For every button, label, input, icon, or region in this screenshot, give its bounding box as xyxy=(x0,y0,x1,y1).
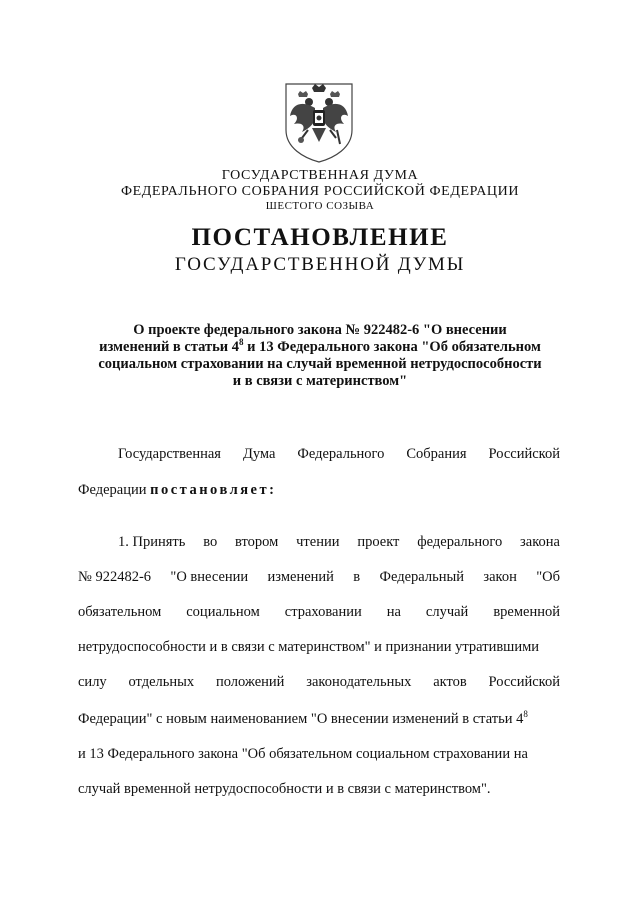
clause-line-3 xyxy=(78,602,560,622)
superscript: 8 xyxy=(239,337,244,348)
word: Федерации xyxy=(78,482,151,498)
word: изменений xyxy=(267,569,334,585)
word: Дума xyxy=(242,446,276,462)
clause-line-8: случай временной нетрудоспособности и в связи с материнством". xyxy=(78,781,491,797)
word: обязательном xyxy=(78,604,162,620)
word: чтении xyxy=(296,534,340,550)
word: Федеральный xyxy=(379,569,464,585)
word: Российской xyxy=(488,674,560,690)
word: закон xyxy=(483,569,517,585)
resolves-verb: постановляет: xyxy=(150,482,277,498)
word: в xyxy=(353,569,361,585)
word: актов xyxy=(433,674,467,690)
subject-line: и в связи с материнством" xyxy=(232,373,408,389)
word: 1. Принять xyxy=(118,534,186,550)
header-convocation: ШЕСТОГО СОЗЫВА xyxy=(265,200,375,212)
word: во xyxy=(203,534,218,550)
word: "О внесении xyxy=(170,569,249,585)
clause-line-5 xyxy=(78,672,560,692)
word: Государственная xyxy=(118,446,221,462)
subject-line: социальном страховании на случай временной нетрудоспособности xyxy=(98,356,542,372)
word: отдельных xyxy=(128,674,195,690)
word: "Об xyxy=(536,569,560,585)
document-type-title: ПОСТАНОВЛЕНИЕ xyxy=(191,224,449,251)
document-subject xyxy=(0,322,640,390)
word: на xyxy=(386,604,401,620)
word: силу xyxy=(78,674,107,690)
subject-text: и 13 Федерального закона "Об обязательном xyxy=(243,339,541,355)
document-issuer: ГОСУДАРСТВЕННОЙ ДУМЫ xyxy=(174,254,466,275)
preamble-line-1 xyxy=(118,444,560,464)
subject-text: изменений в статьи 4 xyxy=(99,339,240,355)
word: Российской xyxy=(488,446,560,462)
superscript: 8 xyxy=(523,709,528,720)
word: № 922482-6 xyxy=(78,569,152,585)
word: случай xyxy=(425,604,469,620)
word: закона xyxy=(520,534,560,550)
header-duma: ГОСУДАРСТВЕННАЯ ДУМА xyxy=(221,168,419,183)
word: Собрания xyxy=(406,446,467,462)
header-federal-assembly: ФЕДЕРАЛЬНОГО СОБРАНИЯ РОССИЙСКОЙ ФЕДЕРАЦИИ xyxy=(120,184,520,199)
clause-text: Федерации" с новым наименованием "О внесении изменений в статьи 4 xyxy=(78,711,524,727)
word: втором xyxy=(235,534,279,550)
word: законодательных xyxy=(306,674,412,690)
clause-line-7: и 13 Федерального закона "Об обязательном социальном страховании на xyxy=(78,746,528,762)
word: временной xyxy=(493,604,560,620)
clause-line-6 xyxy=(78,709,560,729)
coat-of-arms-icon xyxy=(282,78,356,164)
word: страховании xyxy=(284,604,362,620)
word: проект xyxy=(357,534,400,550)
subject-line: О проекте федерального закона № 922482-6 "О внесении xyxy=(133,322,507,338)
word: Федерального xyxy=(297,446,385,462)
word: федерального xyxy=(417,534,503,550)
word: положений xyxy=(215,674,285,690)
clause-line-2 xyxy=(78,567,560,587)
clause-line-4: нетрудоспособности и в связи с материнством" и признании утратившими xyxy=(78,639,540,655)
subject-line xyxy=(0,339,640,356)
clause-line-1 xyxy=(118,532,560,552)
word: социальном xyxy=(186,604,260,620)
preamble-line-2 xyxy=(78,480,560,500)
